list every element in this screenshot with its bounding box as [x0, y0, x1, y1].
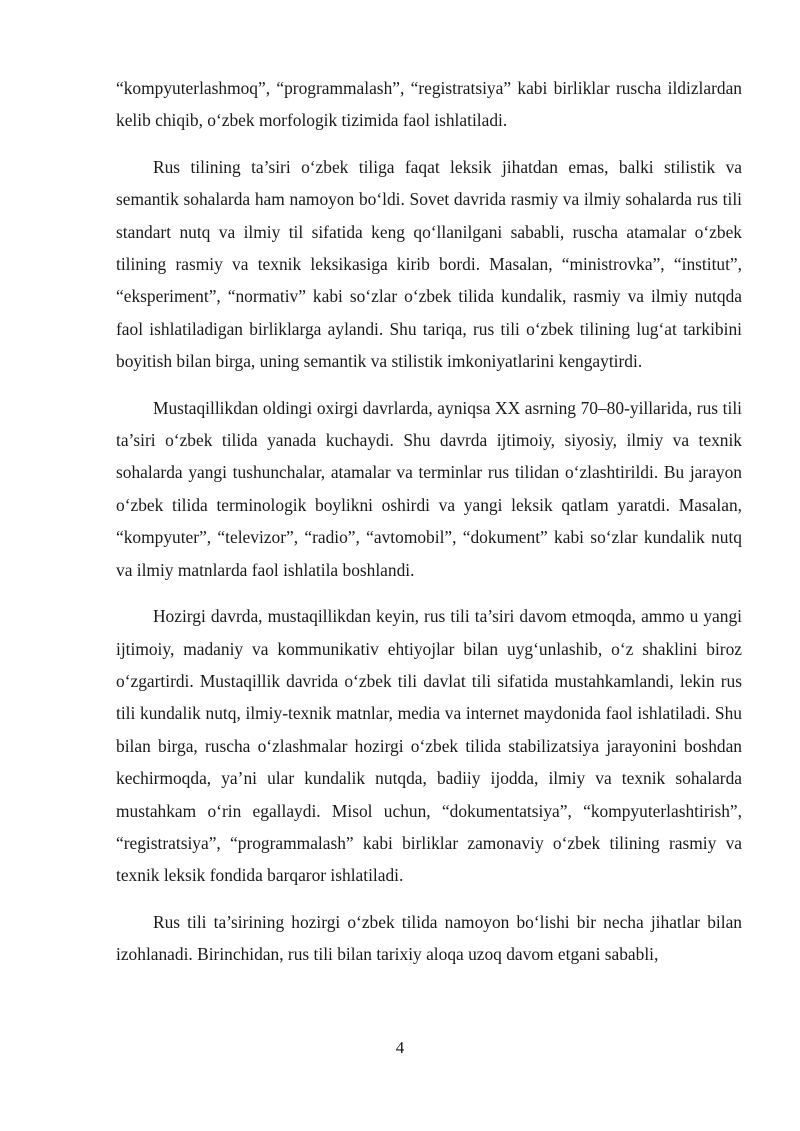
document-body [116, 72, 742, 985]
paragraph-continuation: “kompyuterlashmoq”, “programmalash”, “registratsiya” kabi birliklar ruscha ildizlardan kelib chiqib, o‘zbek morfologik tizimida faol ishlatiladi. [116, 78, 742, 131]
paragraph: Mustaqillikdan oldingi oxirgi davrlarda, ayniqsa XX asrning 70–80-yillarida, rus tili ta’siri o‘zbek tilida yanada kuchaydi. Shu davrda ijtimoiy, siyosiy, ilmiy va texnik sohalarda yangi tushunchalar, atamalar va terminlar rus tilidan o‘zlashtirildi. Bu jarayon o‘zbek tilida terminologik boylikni oshirdi va yangi leksik qatlam yaratdi. Masalan, “kompyuter”, “televizor”, “radio”, “avtomobil”, “dokument” kabi so‘zlar kundalik nutq va ilmiy matnlarda faol ishlatila boshlandi. [116, 397, 742, 580]
paragraph: Rus tili ta’sirining hozirgi o‘zbek tilida namoyon bo‘lishi bir necha jihatlar bilan izohlanadi. Birinchidan, rus tili bilan tarixiy aloqa uzoq davom etgani sababli, [116, 911, 742, 965]
paragraph: Hozirgi davrda, mustaqillikdan keyin, rus tili ta’siri davom etmoqda, ammo u yangi ijtimoiy, madaniy va kommunikativ ehtiyojlar bilan uyg‘unlashib, o‘z shaklini biroz o‘zgartirdi. Mustaqillik davrida o‘zbek tili davlat tili sifatida mustahkamlandi, lekin rus tili kundalik nutq, ilmiy-texnik matnlar, media va internet maydonida faol ishlatiladi. Shu bilan birga, ruscha o‘zlashmalar hozirgi o‘zbek tilida stabilizatsiya jarayonini boshdan kechirmoqda, ya’ni ular kundalik nutqda, badiiy ijodda, ilmiy va texnik sohalarda mustahkam o‘rin egallaydi. Misol uchun, “dokumentatsiya”, “kompyuterlashtirish”, “registratsiya”, “programmalash” kabi birliklar zamonaviy o‘zbek tilining rasmiy va texnik leksik fondida barqaror ishlatiladi. [116, 606, 742, 886]
page-number: 4 [395, 1038, 405, 1057]
paragraph: Rus tilining ta’siri o‘zbek tiliga faqat leksik jihatdan emas, balki stilistik va semantik sohalarda ham namoyon bo‘ldi. Sovet davrida rasmiy va ilmiy sohalarda rus tili standart nutq va ilmiy til sifatida keng qo‘llanilgani sababli, ruscha atamalar o‘zbek tilining rasmiy va texnik leksikasiga kirib bordi. Masalan, “ministrovka”, “institut”, “eksperiment”, “normativ” kabi so‘zlar o‘zbek tilida kundalik, rasmiy va ilmiy nutqda faol ishlatiladigan birliklarga aylandi. Shu tariqa, rus tili o‘zbek tilining lug‘at tarkibini boyitish bilan birga, uning semantik va stilistik imkoniyatlarini kengaytirdi. [116, 156, 742, 372]
